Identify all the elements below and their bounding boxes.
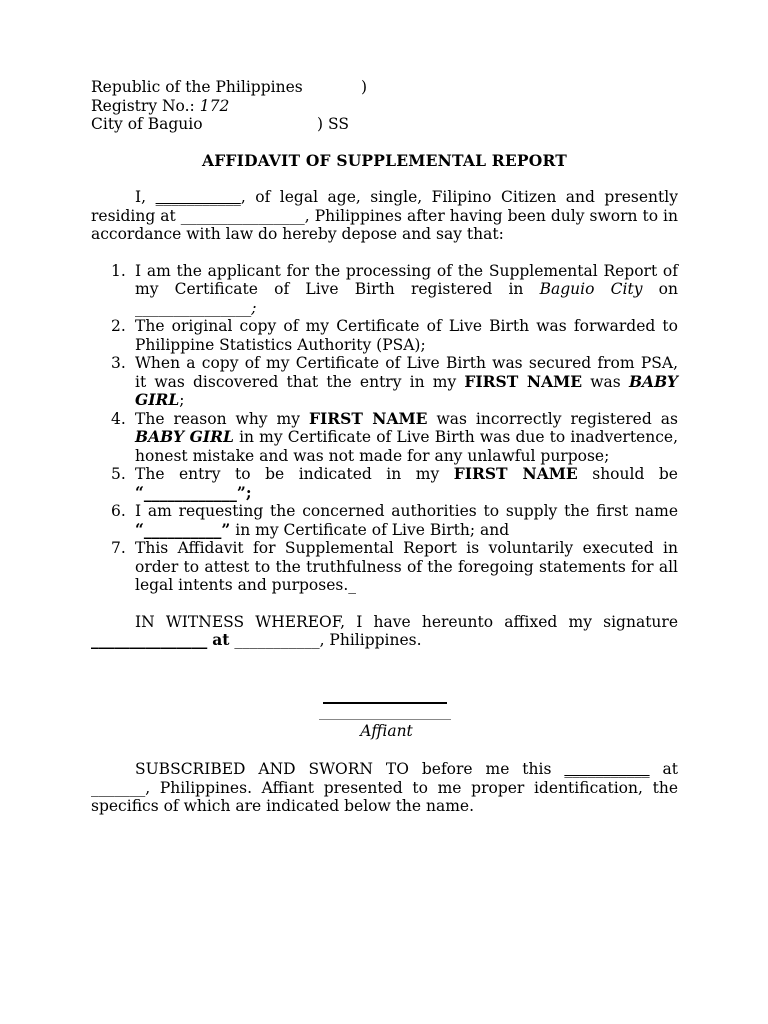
- item-text: on: [658, 280, 678, 298]
- item-number: 2.: [111, 317, 126, 335]
- caption-ss: ) SS: [317, 115, 349, 133]
- item-emphasis: Baguio City: [539, 280, 643, 298]
- signature-line: [323, 694, 447, 704]
- item-text: was: [590, 372, 621, 391]
- item-number: 5.: [111, 465, 126, 483]
- item-number: 6.: [111, 502, 126, 520]
- item-text: When a copy of my Certificate of Live Birth was secured from PSA, it was discovered that the entry in my: [135, 354, 678, 391]
- witness-paragraph: [91, 613, 678, 650]
- jurat-paragraph: [91, 760, 678, 816]
- item-text: The reason why my: [135, 409, 300, 428]
- list-item: [91, 539, 678, 595]
- document-title: AFFIDAVIT OF SUPPLEMENTAL REPORT: [201, 150, 567, 170]
- item-text: was incorrectly registered as: [436, 409, 678, 428]
- intro-text-b: , of legal age, single, Filipino Citizen and presently residing at: [91, 188, 678, 225]
- item-text: I am requesting the concerned authorities to supply the first name: [135, 502, 678, 520]
- item-bold-italic: BABY GIRL: [135, 371, 678, 409]
- affiant-signature-block: [91, 690, 678, 741]
- witness-at: at: [212, 630, 230, 649]
- item-text: in my Certificate of Live Birth was due to inadvertence, honest mistake and was not made for any unlawful purpose;: [135, 428, 678, 465]
- item-text: I am the applicant for the processing of the Supplemental Report of my Certificate of Live Birth registered in: [135, 261, 678, 298]
- list-item: [91, 502, 678, 539]
- list-item: [91, 465, 678, 502]
- jurat-text-b: at: [662, 760, 678, 778]
- place-blank: _______: [91, 778, 146, 797]
- intro-paragraph: [91, 188, 678, 244]
- jurat-text-c: , Philippines. Affiant presented to me proper identification, the specifics of which are indicated below the name.: [91, 778, 678, 815]
- first-name-blank: “____________”;: [135, 482, 252, 502]
- affiant-label: Affiant: [360, 721, 413, 740]
- list-item: [91, 262, 678, 318]
- item-number: 4.: [111, 409, 126, 428]
- item-text: should be: [592, 465, 678, 483]
- item-bold: FIRST NAME: [308, 408, 428, 428]
- item-number: 3.: [111, 354, 126, 372]
- list-item: [91, 410, 678, 466]
- affidavit-document: [91, 78, 678, 816]
- item-text: This Affidavit for Supplemental Report is voluntarily executed in order to attest to the truthfulness of the foregoing statements for all legal intents and purposes._: [135, 539, 678, 594]
- item-number: 1.: [111, 261, 126, 280]
- name-blank: ___________: [155, 188, 241, 206]
- item-bold: FIRST NAME: [453, 464, 578, 483]
- list-item: [91, 317, 678, 354]
- witness-text-a: IN WITNESS WHEREOF, I have hereunto affixed my signature: [135, 612, 678, 631]
- registry-number: 172: [199, 96, 230, 115]
- item-bold: FIRST NAME: [464, 371, 583, 391]
- list-item: [91, 354, 678, 410]
- witness-text-b: , Philippines.: [319, 631, 422, 649]
- intro-text-c: , Philippines after having been duly sworn to in accordance with law do hereby depose and say that:: [91, 206, 678, 243]
- registry-label: Registry No.:: [91, 96, 195, 115]
- caption-block: [91, 78, 678, 134]
- residence-blank: ________________: [180, 206, 305, 225]
- signature-underline: [319, 718, 451, 720]
- place-blank: ___________: [234, 631, 320, 649]
- statement-list: [91, 262, 678, 595]
- item-text: in my Certificate of Live Birth; and: [235, 520, 510, 539]
- item-text: The original copy of my Certificate of Live Birth was forwarded to Philippine Statistics Authority (PSA);: [135, 317, 678, 354]
- caption-row-1: [91, 78, 678, 97]
- item-bold-italic: BABY GIRL: [135, 427, 234, 446]
- item-punct: ;: [179, 391, 185, 409]
- jurat-text-a: SUBSCRIBED AND SWORN TO before me this: [135, 760, 552, 778]
- date-blank: ___________: [564, 760, 650, 778]
- item-punct: ;: [251, 298, 257, 317]
- caption-row-3: [91, 115, 678, 134]
- signature-blank: _______________: [91, 630, 208, 649]
- caption-paren-1: ): [361, 78, 368, 96]
- caption-republic: Republic of the Philippines: [91, 78, 303, 96]
- caption-city: City of Baguio: [91, 115, 203, 133]
- date-blank: _______________: [135, 298, 252, 317]
- caption-row-2: [91, 97, 678, 116]
- item-text: The entry to be indicated in my: [135, 465, 440, 483]
- intro-text-a: I,: [135, 188, 147, 206]
- first-name-blank: “__________”: [135, 519, 231, 539]
- item-number: 7.: [111, 539, 126, 557]
